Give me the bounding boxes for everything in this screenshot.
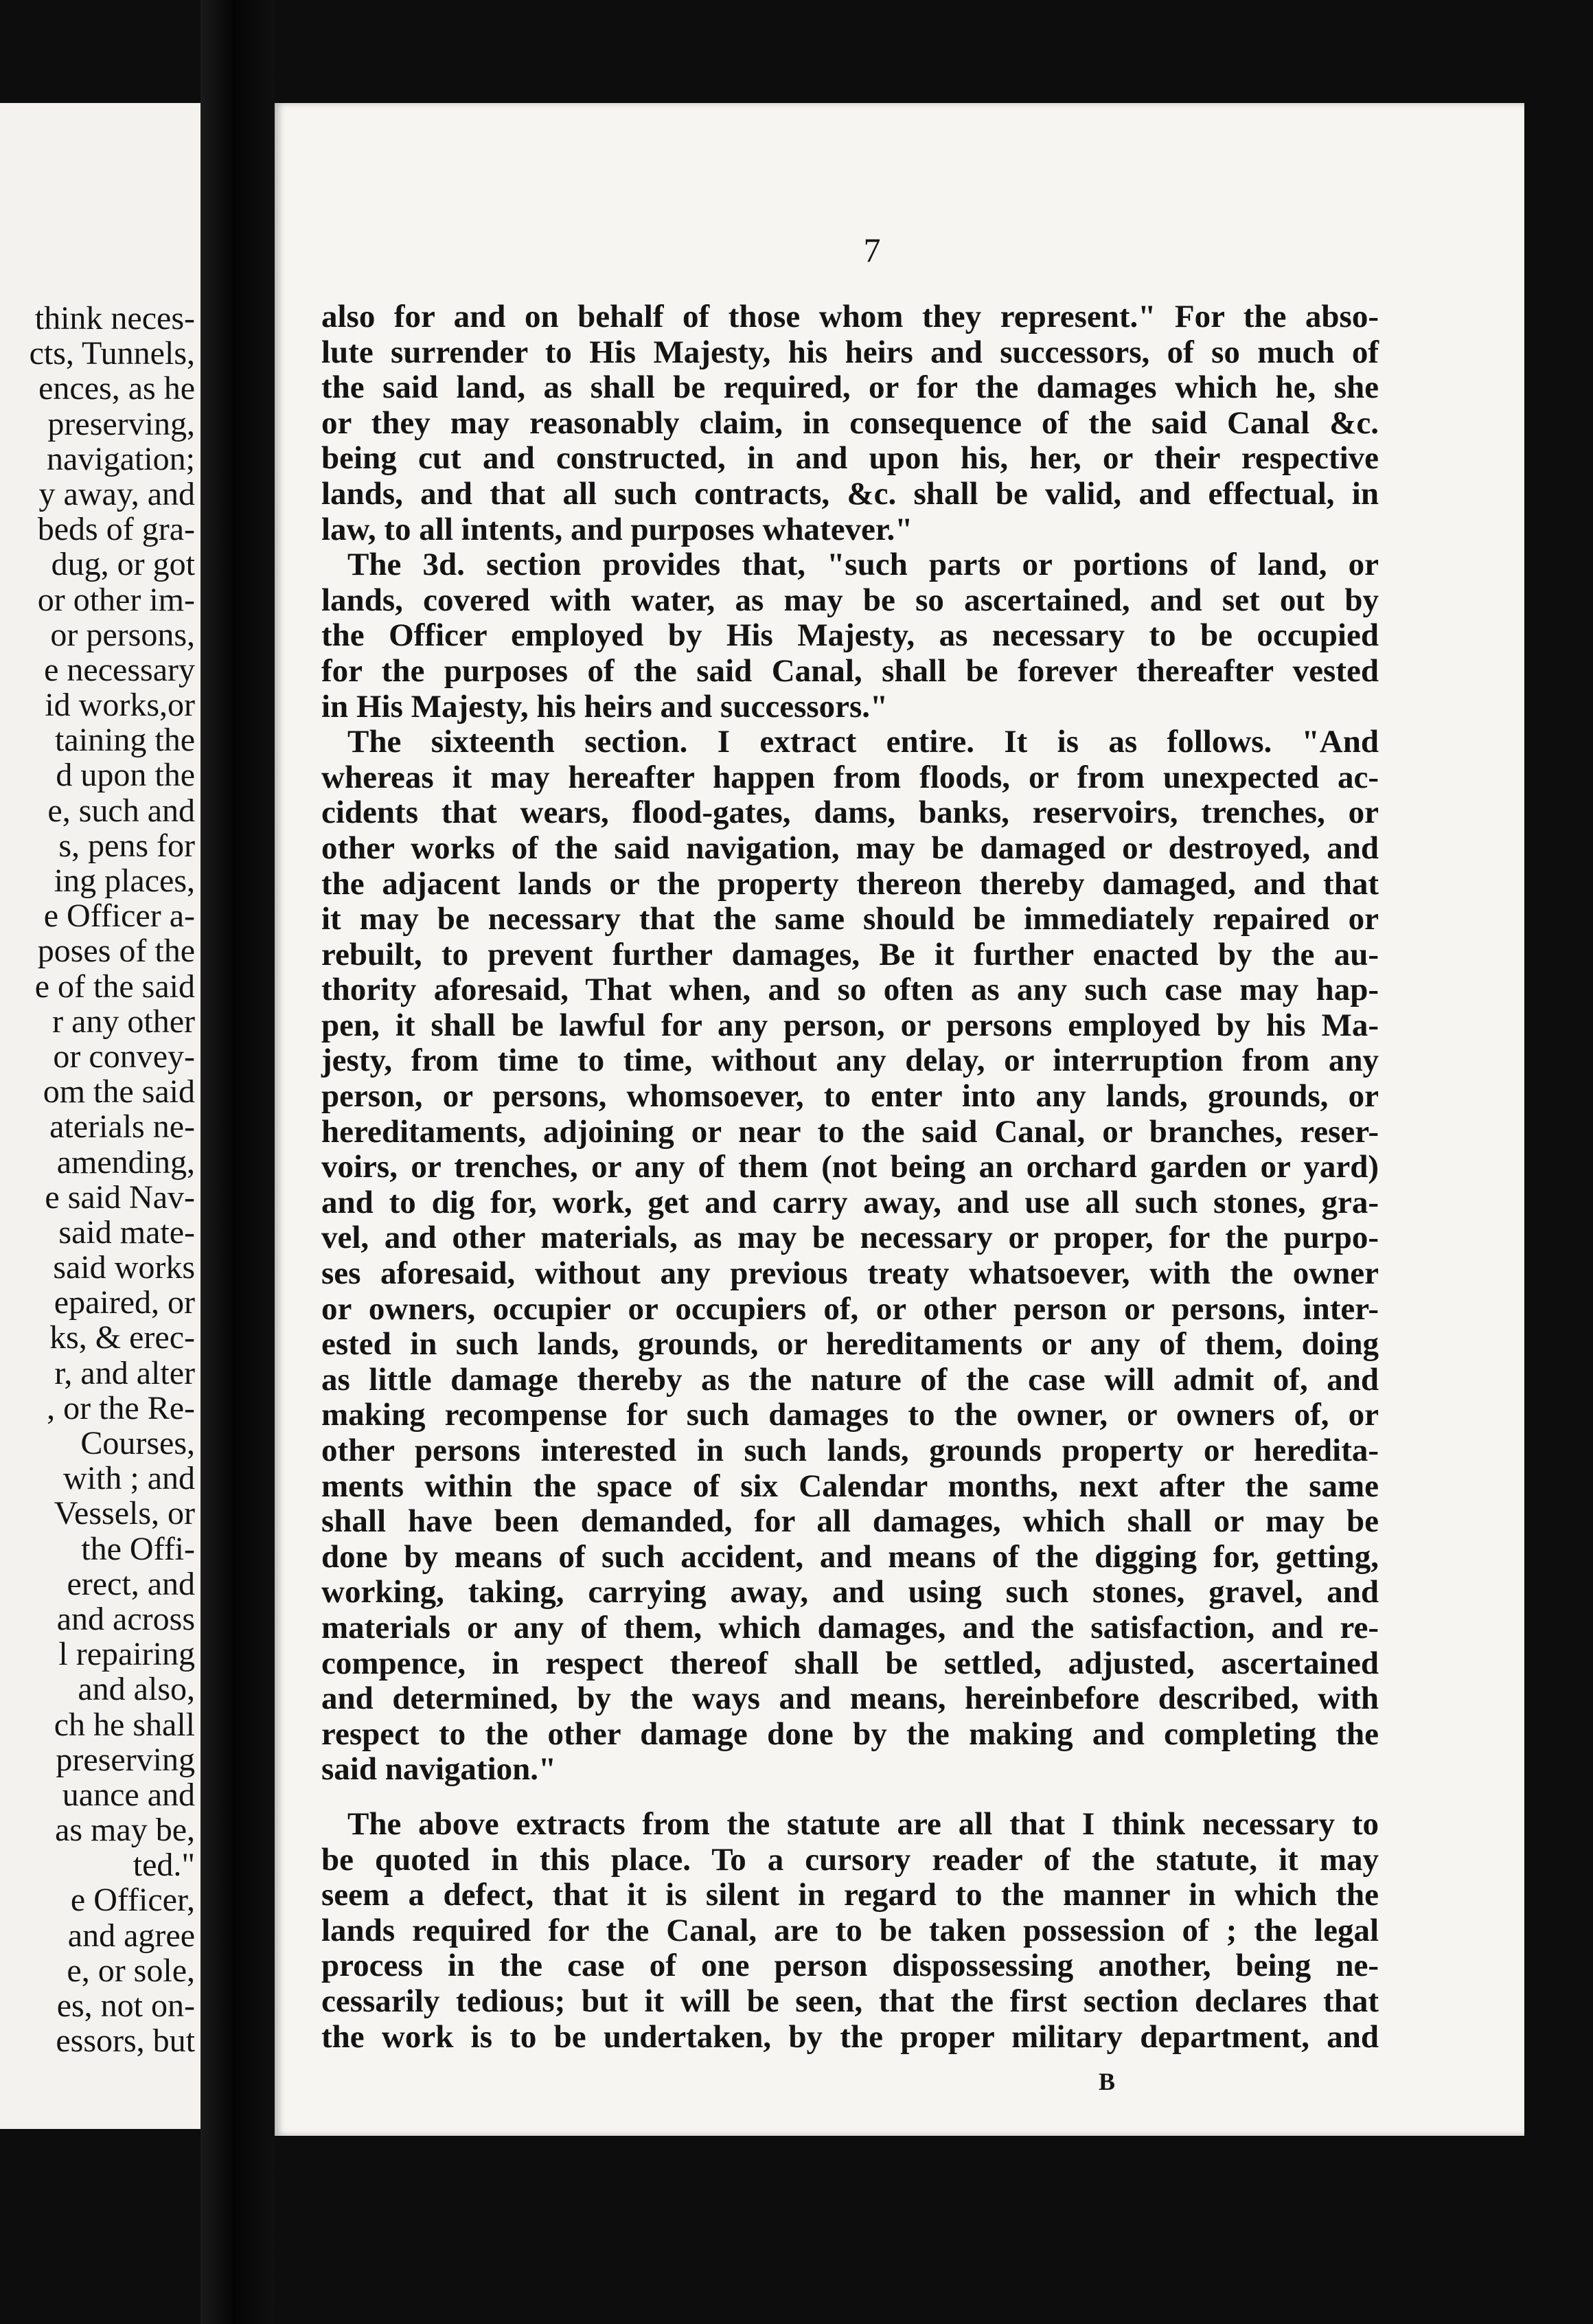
left-page-line: said mate-: [58, 1214, 195, 1251]
left-page-line: with ; and: [63, 1460, 195, 1497]
text-line: compence, in respect thereof shall be settled, adjusted, ascertained: [321, 1645, 1379, 1681]
text-line: The 3d. section provides that, "such parts or portions of land, or: [347, 547, 1379, 583]
text-line: cessarily tedious; but it will be seen, that the first section declares that: [321, 1983, 1379, 2019]
left-page-line: aterials ne-: [49, 1108, 195, 1146]
text-line: materials or any of them, which damages, and the satisfaction, and re-: [321, 1609, 1379, 1645]
left-page-line: id works,or: [45, 687, 195, 724]
text-line: other works of the said navigation, may be damaged or destroyed, and: [321, 830, 1379, 866]
text-line: seem a defect, that it is silent in regard to the manner in which the: [321, 1877, 1379, 1913]
text-line: lands, covered with water, as may be so ascertained, and set out by: [321, 582, 1379, 618]
right-page: [275, 103, 1524, 2136]
text-line: other persons interested in such lands, grounds property or heredita-: [321, 1433, 1379, 1468]
text-line: hereditaments, adjoining or near to the said Canal, or branches, reser-: [321, 1113, 1379, 1150]
text-line: it may be necessary that the same should be immediately repaired or: [321, 901, 1379, 937]
left-page-line: epaired, or: [54, 1284, 195, 1321]
left-page-line: om the said: [43, 1073, 195, 1110]
text-line: for the purposes of the said Canal, shall be forever thereafter vested: [321, 652, 1379, 689]
left-page-line: and agree: [67, 1917, 195, 1954]
left-page-line: beds of gra-: [37, 511, 195, 548]
left-page-text: [30, 301, 195, 2058]
left-page-line: essors, but: [56, 2023, 195, 2060]
page-body-text: [321, 299, 1379, 2055]
text-line: or owners, occupier or occupiers of, or other person or persons, inter-: [321, 1290, 1379, 1327]
signature-mark: B: [1099, 2068, 1116, 2095]
text-line: as little damage thereby as the nature of the case will admit of, and: [321, 1361, 1379, 1398]
text-line: the adjacent lands or the property thereon thereby damaged, and that: [321, 865, 1379, 902]
text-line: thority aforesaid, That when, and so often as any such case may hap-: [321, 972, 1379, 1008]
text-line: law, to all intents, and purposes whatever.": [321, 511, 913, 547]
left-page-line: poses of the: [37, 933, 195, 970]
text-line: the said land, as shall be required, or for the damages which he, she: [321, 369, 1379, 406]
left-page-line: Courses,: [80, 1425, 195, 1461]
left-page-line: , or the Re-: [47, 1389, 195, 1426]
left-page-line: amending,: [56, 1143, 195, 1181]
text-line: done by means of such accident, and means of the digging for, getting,: [321, 1538, 1379, 1575]
text-line: lute surrender to His Majesty, his heirs and successors, of so much of: [321, 334, 1379, 370]
left-page-line: preserving,: [47, 405, 195, 442]
left-page-line: e said Nav-: [45, 1178, 195, 1216]
text-line: or they may reasonably claim, in consequence of the said Canal &c.: [321, 405, 1379, 441]
text-line: process in the case of one person dispossessing another, being ne-: [321, 1948, 1379, 1984]
text-line: ments within the space of six Calendar months, next after the same: [321, 1468, 1379, 1504]
left-page-line: e, or sole,: [67, 1952, 195, 1989]
text-line: The above extracts from the statute are all that I think necessary to: [347, 1805, 1379, 1842]
text-line: whereas it may hereafter happen from floods, or from unexpected ac-: [321, 759, 1379, 795]
left-page-line: as may be,: [55, 1812, 195, 1849]
text-line: and determined, by the ways and means, hereinbefore described, with: [321, 1681, 1379, 1717]
text-line: the work is to be undertaken, by the proper military department, and: [321, 2018, 1379, 2055]
left-page-line: taining the: [55, 722, 195, 759]
left-page-line: e Officer a-: [43, 898, 195, 935]
left-page-line: ing places,: [54, 863, 195, 899]
text-line: being cut and constructed, in and upon his, her, or their respective: [321, 440, 1379, 477]
text-line: making recompense for such damages to the owner, or owners of, or: [321, 1397, 1379, 1433]
left-page-line: cts, Tunnels,: [29, 335, 195, 372]
book-gutter: [200, 0, 275, 2324]
left-page-line: d upon the: [56, 757, 195, 794]
left-page-line: l repairing: [58, 1636, 195, 1673]
text-line: also for and on behalf of those whom they represent." For the abso-: [321, 299, 1379, 334]
left-page-line: e of the said: [34, 968, 195, 1005]
text-line: pen, it shall be lawful for any person, or persons employed by his Ma-: [321, 1007, 1379, 1043]
text-line: lands required for the Canal, are to be taken possession of ; the legal: [321, 1912, 1379, 1948]
text-line: in His Majesty, his heirs and successors.": [321, 688, 889, 725]
left-page-line: ks, & erec-: [49, 1319, 195, 1356]
left-page-line: ences, as he: [38, 370, 195, 407]
left-page-line: s, pens for: [58, 827, 195, 864]
text-line: said navigation.": [321, 1751, 557, 1788]
page-number: 7: [863, 231, 881, 269]
text-line: vel, and other materials, as may be necessary or proper, for the purpo-: [321, 1220, 1379, 1256]
text-line: shall have been demanded, for all damages, which shall or may be: [321, 1503, 1379, 1540]
left-page-line: and across: [56, 1600, 195, 1637]
left-page-line: navigation;: [47, 440, 195, 477]
left-page-line: or convey-: [53, 1038, 195, 1075]
left-page-line: or persons,: [50, 616, 195, 653]
left-page-line: es, not on-: [56, 1987, 195, 2024]
left-page-line: think neces-: [34, 300, 195, 337]
left-page-line: or other im-: [37, 581, 195, 618]
text-line: cidents that wears, flood-gates, dams, banks, reservoirs, trenches, or: [321, 795, 1379, 831]
left-page-line: preserving: [56, 1741, 195, 1778]
text-line: lands, and that all such contracts, &c. shall be valid, and effectual, in: [321, 475, 1379, 512]
left-page-line: dug, or got: [51, 546, 195, 583]
left-page-line: Vessels, or: [54, 1495, 195, 1532]
text-line: voirs, or trenches, or any of them (not being an orchard garden or yard): [321, 1149, 1379, 1185]
left-page-line: said works: [53, 1249, 195, 1286]
text-line: ested in such lands, grounds, or hereditaments or any of them, doing: [321, 1326, 1379, 1363]
left-page-line: r, and alter: [54, 1354, 195, 1391]
left-page-line: the Offi-: [81, 1530, 195, 1567]
text-line: ses aforesaid, without any previous treaty whatsoever, with the owner: [321, 1255, 1379, 1292]
left-facing-page: [0, 103, 200, 2129]
left-page-line: r any other: [52, 1003, 195, 1040]
text-line: the Officer employed by His Majesty, as necessary to be occupied: [321, 617, 1379, 654]
left-page-line: ted.": [133, 1847, 195, 1884]
left-page-line: erect, and: [67, 1565, 195, 1602]
text-line: The sixteenth section. I extract entire. It is as follows. "And: [347, 724, 1379, 760]
left-page-line: uance and: [62, 1776, 195, 1813]
left-page-line: ch he shall: [54, 1706, 195, 1743]
left-page-line: e Officer,: [70, 1882, 195, 1919]
text-line: respect to the other damage done by the making and completing the: [321, 1716, 1379, 1752]
left-page-line: e necessary: [44, 651, 195, 688]
left-page-line: and also,: [78, 1671, 195, 1708]
left-page-line: y away, and: [38, 475, 195, 512]
left-page-line: e, such and: [47, 792, 195, 829]
text-line: rebuilt, to prevent further damages, Be it further enacted by the au-: [321, 936, 1379, 972]
text-line: be quoted in this place. To a cursory reader of the statute, it may: [321, 1841, 1379, 1878]
text-line: jesty, from time to time, without any delay, or interruption from any: [321, 1043, 1379, 1079]
text-line: working, taking, carrying away, and using such stones, gravel, and: [321, 1574, 1379, 1610]
text-line: person, or persons, whomsoever, to enter into any lands, grounds, or: [321, 1078, 1379, 1115]
text-line: and to dig for, work, get and carry away, and use all such stones, gra-: [321, 1184, 1379, 1220]
